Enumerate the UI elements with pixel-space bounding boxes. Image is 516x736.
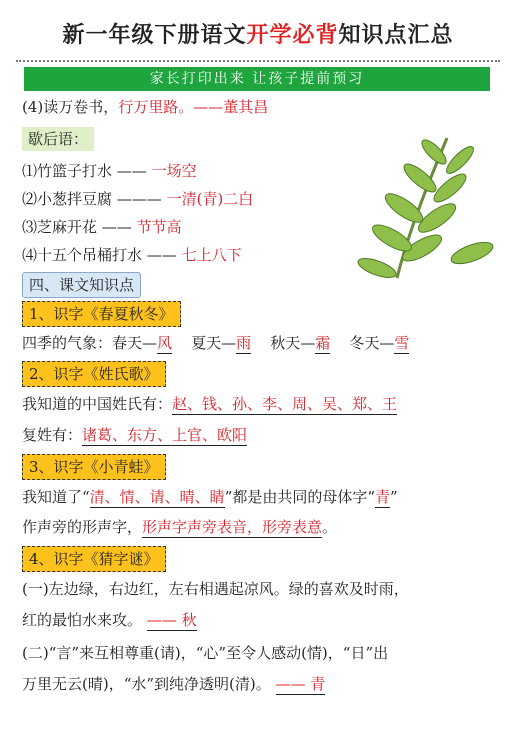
riddle2-line1: (二)“言”来互相尊重(请)，“心”至令人感动(情)，“日”出 (22, 644, 389, 662)
lesson3-line2 (22, 516, 337, 538)
compound-prefix: 复姓有： (22, 426, 83, 444)
xiehouyu-question: ⑶芝麻开花 —— (22, 218, 132, 236)
section-heading: 四、课文知识点 (22, 272, 141, 298)
page-title (0, 18, 516, 49)
xiehouyu-item (22, 160, 197, 182)
proverb-highlight: 行万里路 (118, 98, 179, 116)
lesson3-text: ” (390, 488, 398, 506)
xiehouyu-heading: 歇后语： (22, 127, 94, 151)
winter-answer: 雪 (394, 334, 410, 352)
lesson3-text: ”都是由共同的母体字“ (224, 488, 376, 506)
surnames-line (22, 393, 397, 415)
autumn-answer: 霜 (315, 334, 331, 352)
xiehouyu-answer: 一场空 (151, 162, 197, 180)
xiehouyu-question: ⑷十五个吊桶打水 —— (22, 246, 177, 264)
proverb-prefix: (4)读万卷书， (22, 98, 119, 116)
proverb-author: 。——董其昌 (178, 98, 269, 116)
riddle-text: 红的最怕水来攻。 (22, 611, 143, 629)
lesson3-text: 作声旁的形声字， (22, 518, 143, 536)
surnames-prefix: 我知道的中国姓氏有： (22, 395, 173, 413)
riddle1-line1: (一)左边绿，右边红，左右相遇起凉风。绿的喜欢及时雨， (22, 580, 409, 598)
xiehouyu-answer: 七上八下 (181, 246, 242, 264)
compound-surnames-line (22, 424, 247, 446)
title-divider (16, 60, 500, 62)
summer-label: 夏天— (191, 334, 237, 352)
riddle1-line2 (22, 609, 197, 631)
spring-answer: 风 (157, 334, 173, 352)
xiehouyu-item (22, 216, 182, 238)
lesson3-words: 清、情、请、晴、睛 (89, 488, 225, 506)
riddle2-answer: —— 青 (275, 675, 326, 693)
xiehouyu-question: ⑵小葱拌豆腐 ——— (22, 190, 162, 208)
summer-answer: 雨 (236, 334, 252, 352)
xiehouyu-item (22, 244, 242, 266)
winter-label: 冬天— (349, 334, 395, 352)
title-part3: 知识点汇总 (338, 23, 454, 48)
spring-label: 春天— (112, 334, 158, 352)
seasons-intro: 四季的气象： (22, 334, 113, 352)
riddle2-line2 (22, 673, 325, 695)
lesson2-heading: 2、识字《姓氏歌》 (22, 361, 166, 387)
riddle-text: 万里无云(晴)，“水”到纯净透明(清)。 (22, 675, 271, 693)
surnames-list: 赵、钱、孙、李、周、吴、郑、王 (172, 395, 398, 413)
lesson3-char: 青 (375, 488, 391, 506)
banner: 家长打印出来 让孩子提前预习 (24, 67, 490, 91)
xiehouyu-answer: 一清(青)二白 (166, 190, 254, 208)
lesson3-rule: 形声字声旁表音，形旁表意 (142, 518, 323, 536)
lesson3-text: 我知道了“ (22, 488, 90, 506)
riddle1-answer: —— 秋 (146, 611, 197, 629)
title-part1: 新一年级下册语文 (62, 23, 247, 48)
seasons-line (22, 332, 409, 354)
lesson3-text: 。 (322, 518, 338, 536)
plant-illustration (352, 128, 502, 288)
xiehouyu-answer: 节节高 (136, 218, 182, 236)
lesson3-line1 (22, 486, 398, 508)
proverb-line (22, 96, 268, 118)
compound-list: 诸葛、东方、上官、欧阳 (82, 426, 248, 444)
xiehouyu-item (22, 188, 253, 210)
xiehouyu-question: ⑴竹篮子打水 —— (22, 162, 147, 180)
lesson4-heading: 4、识字《猜字谜》 (22, 546, 166, 572)
autumn-label: 秋天— (270, 334, 316, 352)
title-part2: 开学必背 (246, 23, 339, 48)
lesson1-heading: 1、识字《春夏秋冬》 (22, 301, 181, 327)
lesson3-heading: 3、识字《小青蛙》 (22, 454, 166, 480)
